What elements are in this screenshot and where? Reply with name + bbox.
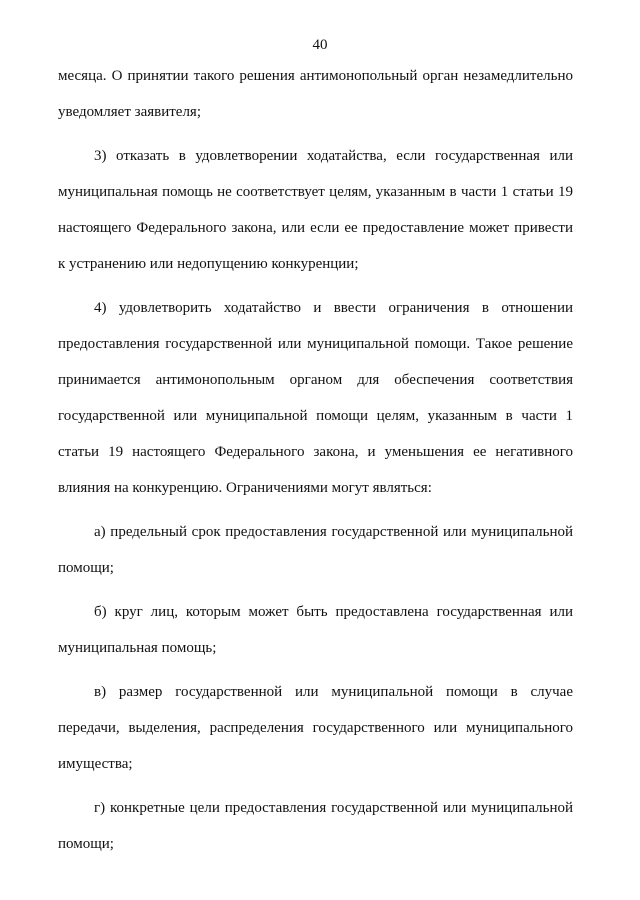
paragraph-continuation: месяца. О принятии такого решения антимонопольный орган незамедлительно уведомляет заявителя; bbox=[58, 68, 573, 120]
paragraph-subitem-v: в) размер государственной или муниципальной помощи в случае передачи, выделения, распределения государственного или муниципального имущества; bbox=[58, 684, 573, 772]
paragraph-subitem-g: г) конкретные цели предоставления государственной или муниципальной помощи; bbox=[58, 800, 573, 852]
paragraph-subitem-a: а) предельный срок предоставления государственной или муниципальной помощи; bbox=[58, 524, 573, 576]
document-body bbox=[58, 58, 573, 870]
paragraph-subitem-b: б) круг лиц, которым может быть предоставлена государственная или муниципальная помощь; bbox=[58, 604, 573, 656]
page-number: 40 bbox=[312, 37, 328, 53]
paragraph-item-4: 4) удовлетворить ходатайство и ввести ограничения в отношении предоставления государственной или муниципальной помощи. Такое решение принимается антимонопольным органом для обеспечения соответствия государственной или муниципальной помощи целям, указанным в части 1 статьи 19 настоящего Федерального закона, и уменьшения ее негативного влияния на конкуренцию. Ограничениями могут являться: bbox=[58, 300, 573, 496]
paragraph-item-3: 3) отказать в удовлетворении ходатайства, если государственная или муниципальная помощь не соответствует целям, указанным в части 1 статьи 19 настоящего Федерального закона, или если ее предоставление может привести к устранению или недопущению конкуренции; bbox=[58, 148, 573, 272]
